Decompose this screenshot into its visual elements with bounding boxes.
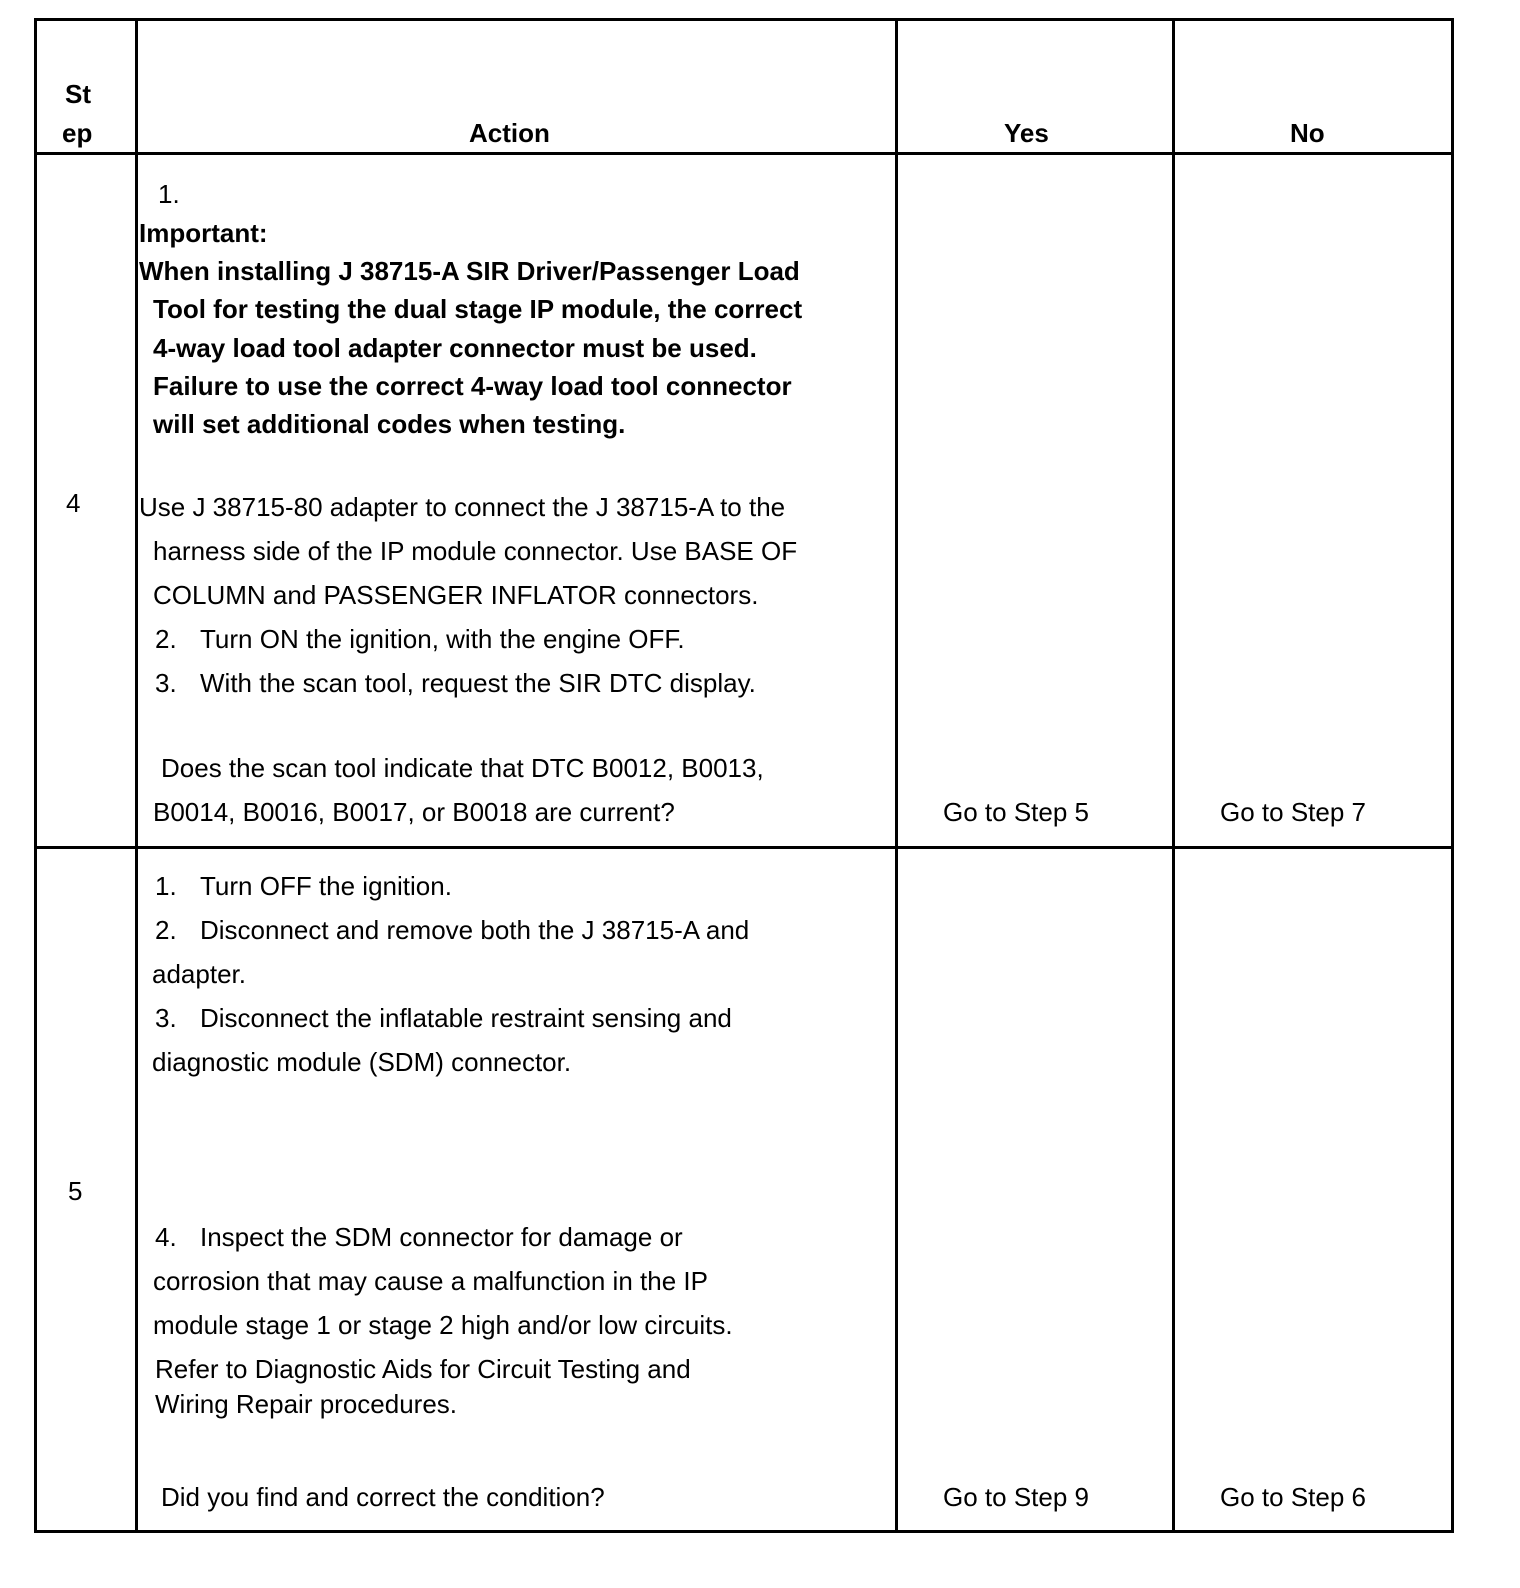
action-line: Turn ON the ignition, with the engine OFF.: [200, 624, 685, 654]
row-divider: [34, 846, 1454, 849]
action-line: With the scan tool, request the SIR DTC display.: [200, 668, 756, 698]
header-divider: [34, 152, 1454, 155]
table-border-top: [34, 18, 1454, 21]
action-line: diagnostic module (SDM) connector.: [152, 1047, 572, 1077]
column-divider-step: [135, 18, 138, 1533]
item-number: 3.: [155, 668, 177, 698]
item-number: 1.: [158, 179, 180, 209]
table-border-right: [1451, 18, 1454, 1533]
step-number: 4: [66, 488, 81, 518]
header-no: No: [1290, 118, 1325, 148]
question-line: B0014, B0016, B0017, or B0018 are current?: [153, 797, 675, 827]
action-line: module stage 1 or stage 2 high and/or low circuits.: [153, 1310, 733, 1340]
important-label: Important:: [139, 218, 268, 248]
action-line: Inspect the SDM connector for damage or: [200, 1222, 683, 1252]
important-line: Tool for testing the dual stage IP module, the correct: [153, 294, 803, 324]
header-step-line1: St: [65, 79, 91, 109]
refer-line: Wiring Repair procedures.: [155, 1389, 458, 1419]
table-border-bottom: [34, 1530, 1454, 1533]
step-number: 5: [68, 1176, 83, 1206]
header-yes: Yes: [1004, 118, 1049, 148]
action-line: Disconnect and remove both the J 38715-A and: [200, 915, 750, 945]
important-line: will set additional codes when testing.: [153, 409, 626, 439]
yes-result: Go to Step 9: [943, 1482, 1089, 1512]
header-action: Action: [469, 118, 550, 148]
item-number: 1.: [155, 871, 177, 901]
question-line: Did you find and correct the condition?: [161, 1482, 605, 1512]
item-number: 3.: [155, 1003, 177, 1033]
action-line: adapter.: [152, 959, 246, 989]
action-line: COLUMN and PASSENGER INFLATOR connectors.: [153, 580, 759, 610]
important-line: Failure to use the correct 4-way load tool connector: [153, 371, 792, 401]
yes-result: Go to Step 5: [943, 797, 1089, 827]
action-line: Use J 38715-80 adapter to connect the J 38715-A to the: [139, 492, 786, 522]
action-line: Disconnect the inflatable restraint sensing and: [200, 1003, 732, 1033]
action-line: corrosion that may cause a malfunction in the IP: [153, 1266, 708, 1296]
refer-line: Refer to Diagnostic Aids for Circuit Testing and: [155, 1354, 691, 1384]
question-line: Does the scan tool indicate that DTC B0012, B0013,: [161, 753, 764, 783]
item-number: 2.: [155, 915, 177, 945]
important-line: 4-way load tool adapter connector must be used.: [153, 333, 757, 363]
no-result: Go to Step 6: [1220, 1482, 1366, 1512]
item-number: 2.: [155, 624, 177, 654]
important-line: When installing J 38715-A SIR Driver/Passenger Load: [139, 256, 800, 286]
no-result: Go to Step 7: [1220, 797, 1366, 827]
column-divider-action: [895, 18, 898, 1533]
header-step-line2: ep: [62, 118, 93, 148]
action-line: harness side of the IP module connector. Use BASE OF: [153, 536, 798, 566]
action-line: Turn OFF the ignition.: [200, 871, 452, 901]
table-border-left: [34, 18, 37, 1533]
column-divider-yes: [1172, 18, 1175, 1533]
item-number: 4.: [155, 1222, 177, 1252]
